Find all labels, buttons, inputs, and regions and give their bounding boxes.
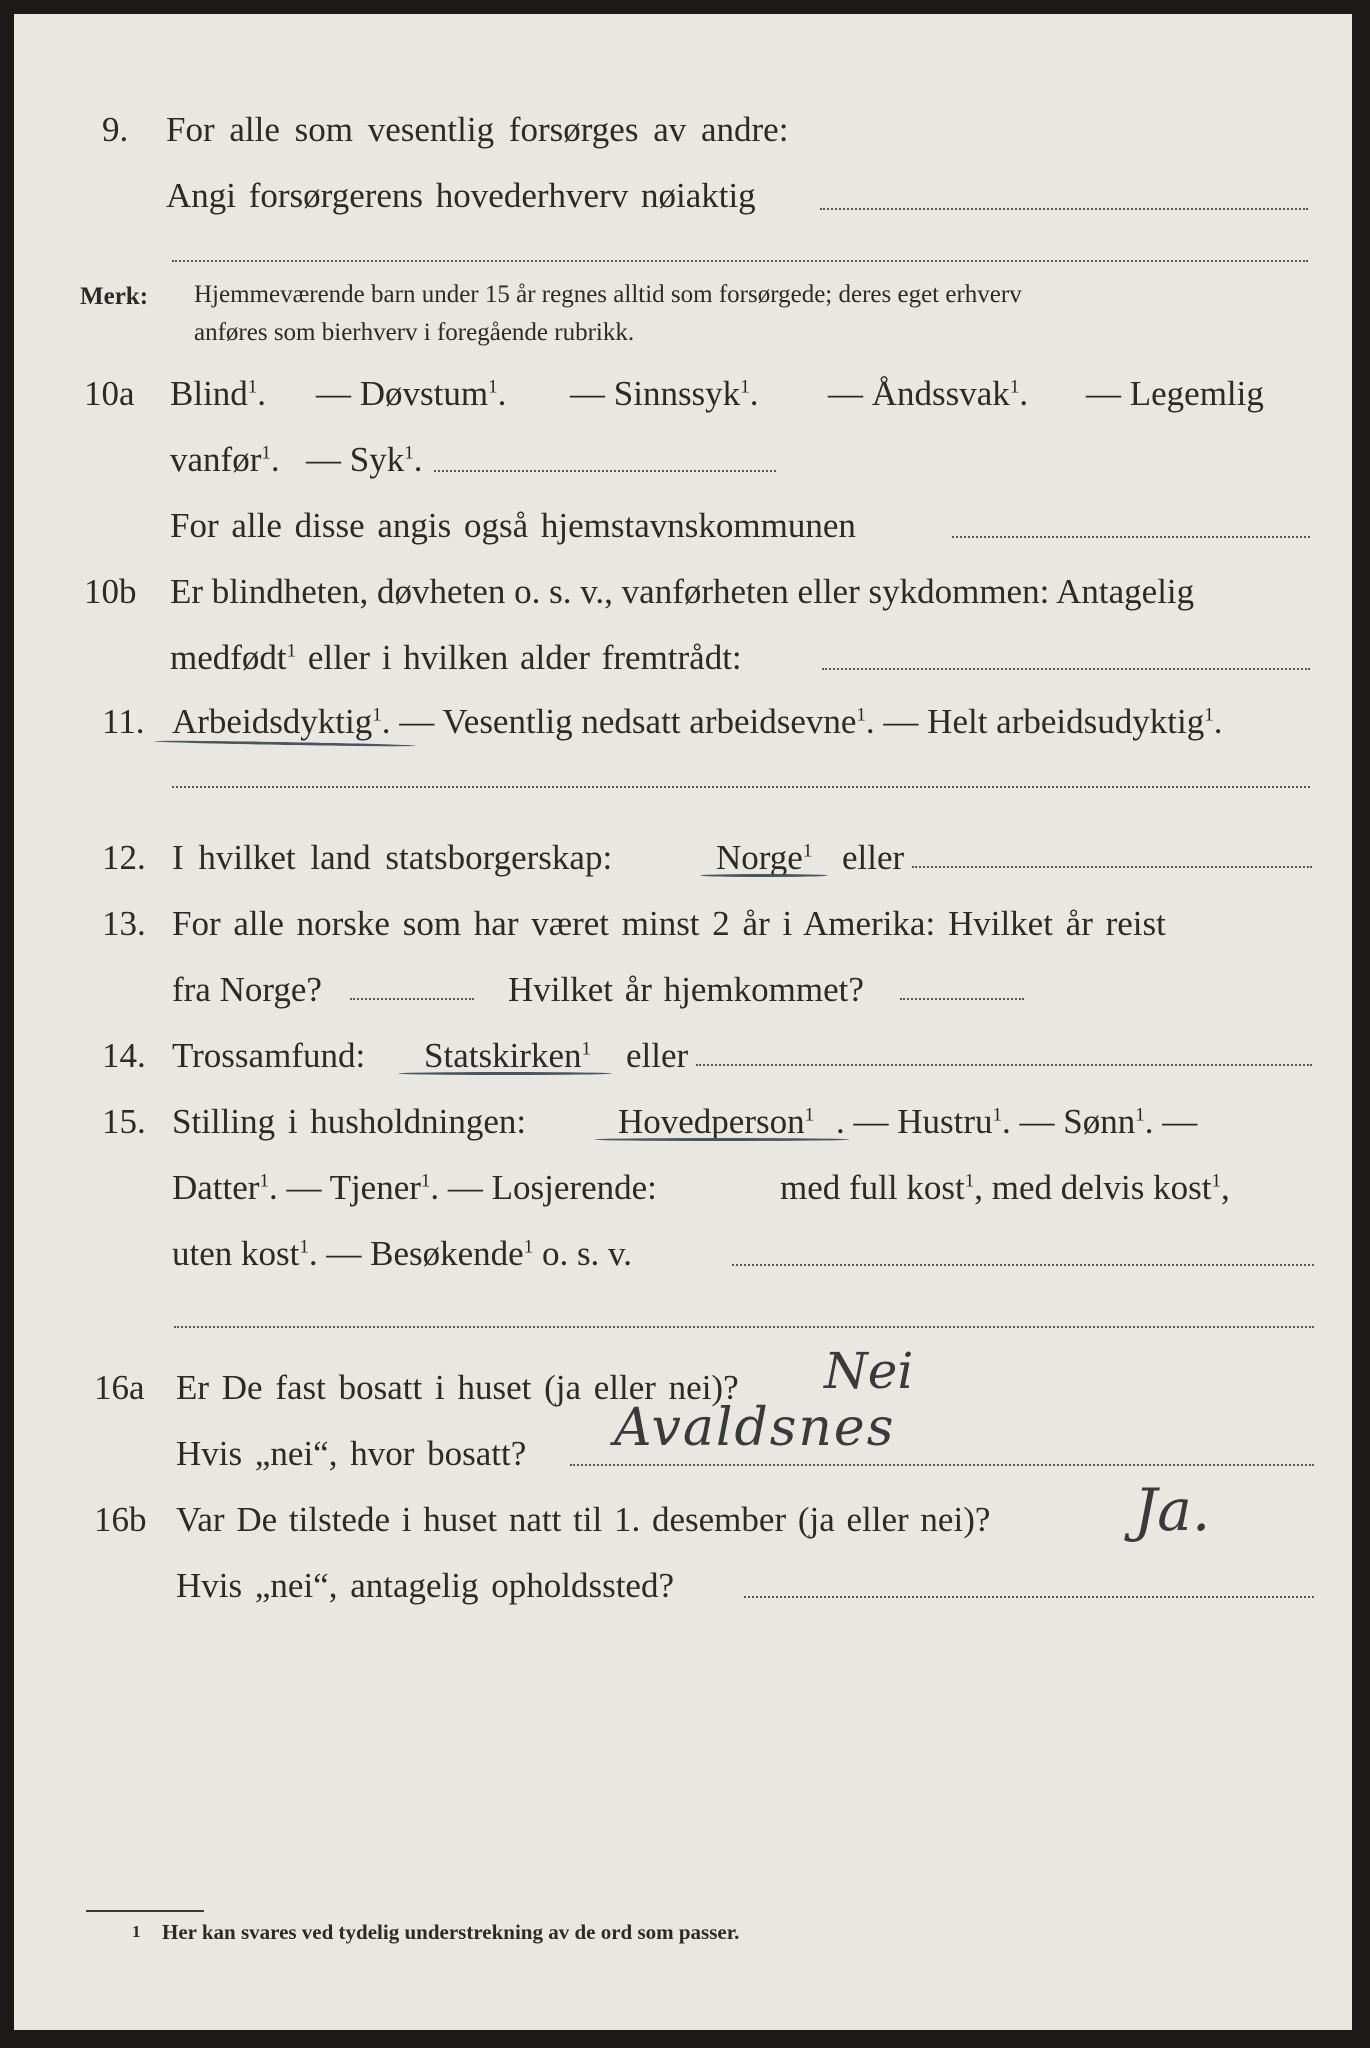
q10a-syk: — Syk$^1$. <box>306 440 423 479</box>
q16a-answer-line <box>570 1464 1314 1466</box>
q12-eller: eller <box>842 838 905 877</box>
q13-answer-line-2 <box>900 998 1024 1000</box>
q16b-line1: Var De tilstede i huset natt til 1. desember (ja eller nei)? <box>176 1500 991 1539</box>
q10a-answer-line <box>434 470 776 472</box>
q16b-handwritten-answer1: Ja. <box>1134 1476 1211 1544</box>
q12-answer-line <box>912 866 1312 868</box>
q12-text: I hvilket land statsborgerskap: <box>172 838 613 877</box>
q12-number: 12. <box>102 838 146 877</box>
q15-answer-line-2 <box>174 1326 1314 1328</box>
merk-line2: anføres som bierhverv i foregående rubrikk. <box>194 319 635 346</box>
q10a-sinnssyk: — Sinnssyk$^1$. <box>570 374 759 413</box>
q15-line3: uten kost$^1$. — Besøkende$^1$ o. s. v. <box>172 1234 633 1273</box>
q15-rest: . — Hustru$^1$. — Sønn$^1$. — <box>836 1102 1198 1141</box>
q10a-answer-line-2 <box>952 536 1310 538</box>
q14-underline-mark <box>398 1072 612 1075</box>
q15-answer-line <box>732 1264 1314 1266</box>
q9-number: 9. <box>102 110 129 149</box>
q10a-line3: For alle disse angis også hjemstavnskommunen <box>170 506 856 545</box>
q15-text: Stilling i husholdningen: <box>172 1102 527 1141</box>
q14-text: Trossamfund: <box>172 1036 366 1075</box>
q15-line2-kost: med full kost$^1$, med delvis kost$^1$, <box>780 1168 1230 1207</box>
q10b-answer-line <box>822 668 1310 670</box>
q10a-blind: Blind$^1$. <box>170 374 267 413</box>
q9-answer-line <box>820 208 1308 210</box>
q11-answer-line <box>172 786 1310 788</box>
q15-underline-mark <box>594 1138 850 1141</box>
q10a-andssvak: — Åndssvak$^1$. <box>828 374 1029 413</box>
q16a-number: 16a <box>94 1368 145 1407</box>
q13-number: 13. <box>102 904 146 943</box>
q10a-dovstum: — Døvstum$^1$. <box>316 374 507 413</box>
q10b-line1: Er blindheten, døvheten o. s. v., vanførheten eller sykdommen: Antagelig <box>170 572 1195 611</box>
q16a-handwritten-answer2: Avaldsnes <box>614 1398 896 1458</box>
q9-answer-line-2 <box>172 260 1308 262</box>
q15-number: 15. <box>102 1102 146 1141</box>
q12-underline-mark <box>700 874 828 877</box>
merk-label: Merk: <box>80 283 149 310</box>
q16b-number: 16b <box>94 1500 147 1539</box>
q15-hovedperson: Hovedperson$^1$ <box>618 1102 815 1141</box>
q12-norge: Norge$^1$ <box>716 838 813 877</box>
q14-answer-line <box>696 1064 1312 1066</box>
q10a-vanfor: vanfør$^1$. <box>170 440 280 479</box>
q13-hjemkommet: Hvilket år hjemkommet? <box>508 970 864 1009</box>
q10a-legemlig: — Legemlig <box>1086 374 1264 413</box>
q14-eller: eller <box>626 1036 689 1075</box>
q14-statskirken: Statskirken$^1$ <box>424 1036 591 1075</box>
q10b-number: 10b <box>84 572 137 611</box>
q11-number: 11. <box>102 702 145 741</box>
q16b-line2: Hvis „nei“, antagelig opholdssted? <box>176 1566 674 1605</box>
footnote-rule <box>86 1910 204 1912</box>
q14-number: 14. <box>102 1036 146 1075</box>
q13-line1: For alle norske som har været minst 2 år i Amerika: Hvilket år reist <box>172 904 1166 943</box>
merk-line1: Hjemmeværende barn under 15 år regnes alltid som forsørgede; deres eget erhverv <box>194 281 1022 308</box>
q10b-line2: medfødt$^1$ eller i hvilken alder fremtrådt: <box>170 638 742 677</box>
q13-fra-norge: fra Norge? <box>172 970 322 1009</box>
footnote-text: Her kan svares ved tydelig understrekning av de ord som passer. <box>162 1920 740 1944</box>
q15-line2: Datter$^1$. — Tjener$^1$. — Losjerende: <box>172 1168 657 1207</box>
q16a-line2: Hvis „nei“, hvor bosatt? <box>176 1434 527 1473</box>
q13-answer-line-1 <box>350 998 474 1000</box>
census-form-page <box>14 14 1352 2030</box>
q16a-handwritten-answer1: Nei <box>824 1342 914 1400</box>
footnote-mark: 1 <box>132 1922 141 1941</box>
q9-line1: For alle som vesentlig forsørges av andre: <box>166 110 789 149</box>
q16a-line1: Er De fast bosatt i huset (ja eller nei)? <box>176 1368 739 1407</box>
q10a-number: 10a <box>84 374 135 413</box>
q11-text: Arbeidsdyktig$^1$. — Vesentlig nedsatt arbeidsevne$^1$. — Helt arbeidsudyktig$^1$. <box>172 702 1223 741</box>
q16b-answer-line <box>744 1596 1314 1598</box>
q9-line2: Angi forsørgerens hovederhverv nøiaktig <box>166 176 756 215</box>
